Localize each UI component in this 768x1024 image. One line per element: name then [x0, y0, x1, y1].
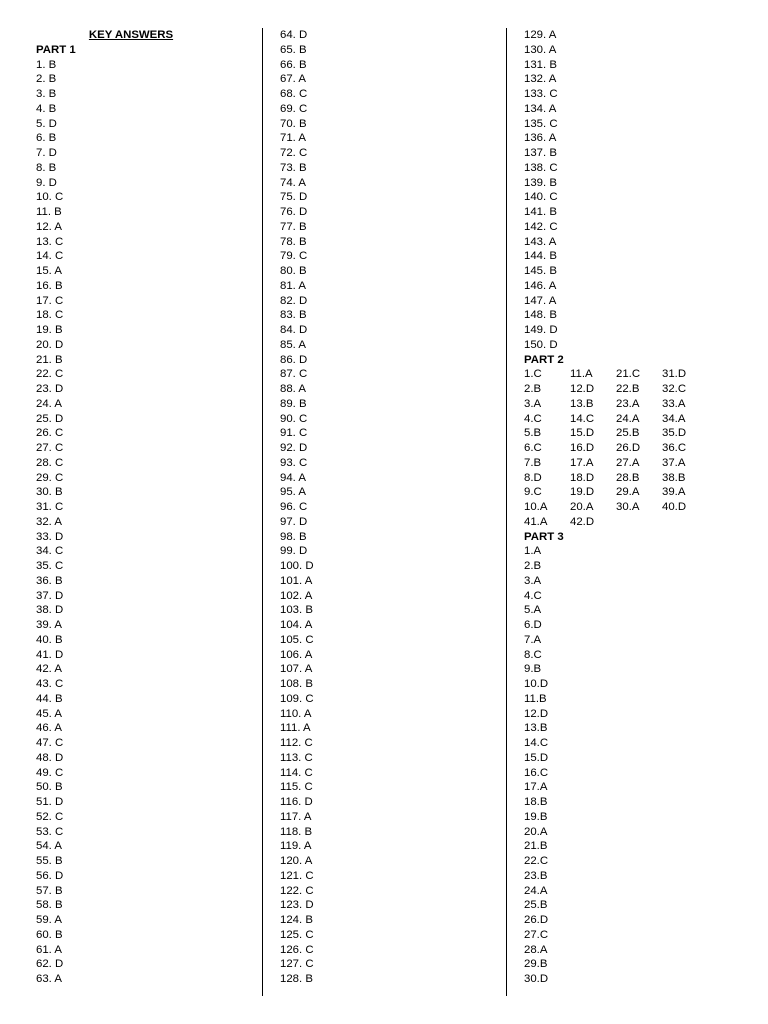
answer-item: 139. B	[524, 176, 557, 189]
answer-item: 41. D	[36, 648, 64, 661]
answer-item: 83. B	[280, 309, 307, 322]
answer-item: 146. A	[524, 279, 557, 292]
answer-item: 72. C	[280, 147, 308, 159]
part2-row	[524, 456, 754, 471]
answer-item: 9.B	[524, 663, 542, 676]
answer-item: 3.A	[524, 574, 542, 587]
answer-item: 100. D	[280, 560, 314, 572]
answer-item: 147. A	[524, 294, 557, 307]
answer-item: 122. C	[280, 884, 314, 897]
answer-item: 77. B	[280, 220, 307, 233]
answer-item: 76. D	[280, 206, 308, 218]
answer-item: 129. A	[524, 29, 557, 41]
answer-item: 3.A	[524, 397, 542, 410]
answer-item: 86. D	[280, 353, 308, 366]
answer-item: 19.B	[524, 810, 548, 823]
answer-item: 103. B	[280, 604, 313, 617]
answer-item: 40.D	[662, 501, 687, 513]
answer-item: 2.B	[524, 560, 542, 572]
answer-item: 97. D	[280, 515, 308, 528]
answer-item: 11.A	[570, 368, 593, 381]
answer-item: 104. A	[280, 619, 313, 631]
part2-row	[524, 515, 754, 530]
answer-item: 39. A	[36, 619, 62, 631]
answer-item: 71. A	[280, 132, 306, 145]
column-divider	[262, 28, 263, 996]
answer-item: 9. D	[36, 176, 57, 189]
answer-item: 26.D	[616, 442, 641, 454]
answer-item: 28. C	[36, 456, 64, 469]
answer-item: 114. C	[280, 766, 313, 779]
part2-row	[524, 397, 754, 412]
part1-list-c	[524, 28, 754, 353]
answer-item: 49. C	[36, 766, 64, 779]
answer-item: 28.A	[524, 943, 548, 956]
answer-item: 66. B	[280, 58, 307, 71]
answer-item: 13.B	[524, 722, 548, 735]
answer-item: 29.A	[616, 486, 640, 499]
column-2	[280, 28, 500, 987]
answer-item: 36.C	[662, 442, 687, 454]
answer-item: 24. A	[36, 397, 62, 410]
answer-item: 42. A	[36, 663, 62, 676]
answer-item: 109. C	[280, 692, 314, 705]
answer-item: 36. B	[36, 574, 63, 587]
answer-item: 20.A	[570, 501, 594, 513]
answer-item: 44. B	[36, 692, 63, 705]
answer-item: 132. A	[524, 73, 557, 86]
answer-item: 96. C	[280, 501, 308, 513]
column-1	[36, 28, 254, 987]
answer-item: 26. C	[36, 427, 64, 440]
answer-item: 148. B	[524, 309, 557, 322]
answer-item: 110. A	[280, 707, 312, 720]
page-title: KEY ANSWERS	[88, 29, 174, 41]
answer-item: 6.C	[524, 442, 542, 454]
answer-item: 54. A	[36, 840, 62, 853]
column-3	[524, 28, 754, 987]
answer-item: 58. B	[36, 899, 63, 912]
part2-row	[524, 426, 754, 441]
answer-item: 2. B	[36, 73, 57, 86]
part2-row	[524, 471, 754, 486]
answer-item: 94. A	[280, 471, 306, 484]
answer-item: 75. D	[280, 191, 308, 204]
answer-item: 18.D	[570, 471, 595, 484]
answer-item: 51. D	[36, 796, 64, 808]
answer-item: 145. B	[524, 265, 557, 277]
answer-item: 107. A	[280, 663, 313, 676]
answer-item: 30.A	[616, 501, 640, 513]
answer-item: 7.B	[524, 456, 542, 469]
answer-item: 20. D	[36, 338, 64, 351]
part2-grid	[524, 367, 754, 529]
answer-item: 23. D	[36, 383, 64, 395]
answer-item: 12.D	[524, 707, 549, 720]
answer-item: 102. A	[280, 589, 313, 602]
answer-item: 149. D	[524, 324, 558, 336]
part2-row	[524, 485, 754, 500]
answer-item: 31. C	[36, 501, 64, 513]
answer-item: 4.C	[524, 589, 542, 602]
answer-item: 40. B	[36, 633, 63, 646]
answer-item: 124. B	[280, 914, 313, 926]
answer-item: 98. B	[280, 530, 307, 543]
part1-list-a	[36, 58, 254, 987]
answer-item: 68. C	[280, 88, 308, 100]
answer-item: 35. C	[36, 560, 64, 572]
answer-item: 12.D	[570, 383, 595, 395]
answer-item: 135. C	[524, 117, 558, 130]
answer-item: 43. C	[36, 678, 64, 690]
answer-item: 47. C	[36, 737, 64, 749]
answer-item: 27.C	[524, 928, 549, 941]
answer-item: 60. B	[36, 928, 63, 941]
answer-item: 138. C	[524, 161, 558, 174]
answer-item: 10.A	[524, 501, 548, 513]
answer-item: 78. B	[280, 235, 307, 248]
answer-item: 82. D	[280, 294, 308, 307]
answer-item: 15.D	[524, 751, 549, 764]
answer-item: 84. D	[280, 324, 308, 336]
answer-item: 143. A	[524, 235, 557, 248]
answer-item: 136. A	[524, 132, 557, 145]
answer-item: 11. B	[36, 206, 62, 218]
answer-item: 15. A	[36, 265, 62, 277]
answer-item: 108. B	[280, 678, 313, 690]
answer-item: 22. C	[36, 368, 64, 381]
answer-item: 24.A	[524, 884, 548, 897]
answer-item: 87. C	[280, 368, 308, 381]
answer-item: 9.C	[524, 486, 542, 499]
answer-item: 6.D	[524, 619, 542, 631]
answer-item: 150. D	[524, 338, 558, 351]
answer-item: 20.A	[524, 825, 548, 838]
answer-item: 46. A	[36, 722, 62, 735]
answer-item: 64. D	[280, 29, 308, 41]
answer-item: 56. D	[36, 869, 64, 882]
answer-item: 7.A	[524, 633, 542, 646]
answer-item: 1.A	[524, 545, 542, 558]
answer-item: 25.B	[524, 899, 548, 912]
answer-item: 17.A	[524, 781, 548, 794]
answer-item: 95. A	[280, 486, 306, 499]
answer-item: 59. A	[36, 914, 62, 926]
answer-item: 32.C	[662, 383, 687, 395]
answer-item: 6. B	[36, 132, 57, 145]
answer-item: 79. C	[280, 250, 308, 263]
answer-item: 116. D	[280, 796, 313, 808]
answer-item: 118. B	[280, 825, 313, 838]
answer-item: 144. B	[524, 250, 557, 263]
answer-item: 19.D	[570, 486, 595, 499]
answer-item: 50. B	[36, 781, 63, 794]
answer-item: 127. C	[280, 958, 314, 971]
answer-item: 27.A	[616, 456, 640, 469]
answer-item: 8.D	[524, 471, 542, 484]
answer-item: 55. B	[36, 855, 63, 867]
answer-item: 22.B	[616, 383, 640, 395]
answer-item: 90. C	[280, 412, 308, 425]
answer-item: 29.B	[524, 958, 548, 971]
answer-item: 18.B	[524, 796, 548, 808]
answer-item: 31.D	[662, 368, 687, 381]
answer-item: 33.A	[662, 397, 686, 410]
answer-item: 16.C	[524, 766, 549, 779]
answer-item: 25. D	[36, 412, 64, 425]
answer-item: 21. B	[36, 353, 63, 366]
part3-list	[524, 544, 754, 987]
answer-item: 141. B	[524, 206, 557, 218]
answer-item: 2.B	[524, 383, 542, 395]
column-divider	[506, 28, 507, 996]
answer-item: 81. A	[280, 279, 306, 292]
answer-item: 1.C	[524, 368, 542, 381]
answer-item: 34.A	[662, 412, 686, 425]
answer-item: 126. C	[280, 943, 314, 956]
answer-item: 140. C	[524, 191, 558, 204]
answer-item: 130. A	[524, 43, 557, 56]
answer-item: 53. C	[36, 825, 64, 838]
answer-item: 133. C	[524, 88, 558, 100]
answer-item: 101. A	[280, 574, 313, 587]
answer-item: 21.C	[616, 368, 641, 381]
answer-item: 70. B	[280, 117, 307, 130]
answer-item: 8.C	[524, 648, 542, 661]
answer-item: 10.D	[524, 678, 549, 690]
answer-item: 14. C	[36, 250, 64, 263]
answer-item: 142. C	[524, 220, 558, 233]
answer-item: 5.B	[524, 427, 542, 440]
answer-item: 106. A	[280, 648, 313, 661]
answer-item: 119. A	[280, 840, 312, 853]
answer-item: 92. D	[280, 442, 308, 454]
answer-item: 17. C	[36, 294, 64, 307]
answer-item: 11.B	[524, 692, 547, 705]
answer-item: 14.C	[524, 737, 549, 749]
answer-item: 63. A	[36, 973, 62, 985]
answer-item: 88. A	[280, 383, 306, 395]
answer-item: 18. C	[36, 309, 64, 322]
answer-item: 13. C	[36, 235, 64, 248]
answer-item: 7. D	[36, 147, 57, 159]
answer-item: 42.D	[570, 515, 595, 528]
answer-item: 91. C	[280, 427, 308, 440]
answer-item: 26.D	[524, 914, 549, 926]
answer-item: 34. C	[36, 545, 64, 558]
answer-item: 38. D	[36, 604, 64, 617]
answer-item: 52. C	[36, 810, 64, 823]
answer-item: 61. A	[36, 943, 62, 956]
answer-item: 45. A	[36, 707, 62, 720]
answer-item: 12. A	[36, 220, 62, 233]
answer-item: 48. D	[36, 751, 64, 764]
answer-item: 121. C	[280, 869, 314, 882]
answer-item: 137. B	[524, 147, 557, 159]
answer-item: 5. D	[36, 117, 57, 130]
answer-item: 111. A	[280, 722, 311, 735]
part2-row	[524, 441, 754, 456]
answer-item: 57. B	[36, 884, 63, 897]
answer-item: 128. B	[280, 973, 313, 985]
answer-item: 120. A	[280, 855, 313, 867]
answer-item: 27. C	[36, 442, 64, 454]
answer-item: 74. A	[280, 176, 306, 189]
answer-item: 13.B	[570, 397, 594, 410]
answer-item: 85. A	[280, 338, 306, 351]
answer-item: 93. C	[280, 456, 308, 469]
answer-item: 4.C	[524, 412, 542, 425]
answer-item: 1. B	[36, 58, 57, 71]
answer-item: 4. B	[36, 102, 57, 115]
part2-row	[524, 382, 754, 397]
answer-item: 80. B	[280, 265, 307, 277]
answer-item: 15.D	[570, 427, 595, 440]
answer-item: 5.A	[524, 604, 542, 617]
answer-item: 32. A	[36, 515, 62, 528]
answer-item: 16. B	[36, 279, 63, 292]
answer-item: 134. A	[524, 102, 557, 115]
answer-item: 10. C	[36, 191, 64, 204]
answer-item: 14.C	[570, 412, 595, 425]
answer-item: 105. C	[280, 633, 314, 646]
answer-item: 3. B	[36, 88, 57, 100]
answer-item: 30. B	[36, 486, 63, 499]
answer-item: 30.D	[524, 973, 549, 985]
answer-item: 73. B	[280, 161, 307, 174]
answer-item: 115. C	[280, 781, 313, 794]
answer-item: 23.A	[616, 397, 640, 410]
answer-item: 69. C	[280, 102, 308, 115]
part2-heading: PART 2	[524, 353, 564, 366]
answer-item: 125. C	[280, 928, 314, 941]
part1-list-b	[280, 28, 500, 987]
answer-item: 41.A	[524, 515, 548, 528]
answer-item: 33. D	[36, 530, 64, 543]
answer-item: 62. D	[36, 958, 64, 971]
answer-item: 123. D	[280, 899, 314, 912]
answer-item: 24.A	[616, 412, 640, 425]
answer-item: 39.A	[662, 486, 686, 499]
answer-item: 35.D	[662, 427, 687, 440]
answer-item: 113. C	[280, 751, 313, 764]
answer-item: 117. A	[280, 810, 312, 823]
answer-item: 37. D	[36, 589, 64, 602]
part2-row	[524, 412, 754, 427]
answer-item: 17.A	[570, 456, 594, 469]
answer-item: 22.C	[524, 855, 549, 867]
answer-item: 67. A	[280, 73, 306, 86]
answer-item: 131. B	[524, 58, 557, 71]
answer-item: 23.B	[524, 869, 548, 882]
answer-item: 99. D	[280, 545, 308, 558]
answer-item: 65. B	[280, 43, 307, 56]
answer-item: 25.B	[616, 427, 640, 440]
part2-row	[524, 500, 754, 515]
part1-heading: PART 1	[36, 43, 76, 56]
part3-heading: PART 3	[524, 530, 564, 543]
answer-item: 89. B	[280, 397, 307, 410]
answer-item: 112. C	[280, 737, 313, 749]
answer-item: 8. B	[36, 161, 57, 174]
answer-item: 16.D	[570, 442, 595, 454]
answer-item: 29. C	[36, 471, 64, 484]
answer-item: 37.A	[662, 456, 686, 469]
answer-item: 28.B	[616, 471, 640, 484]
part2-row	[524, 367, 754, 382]
answer-item: 21.B	[524, 840, 548, 853]
answer-item: 19. B	[36, 324, 63, 336]
answer-item: 38.B	[662, 471, 686, 484]
